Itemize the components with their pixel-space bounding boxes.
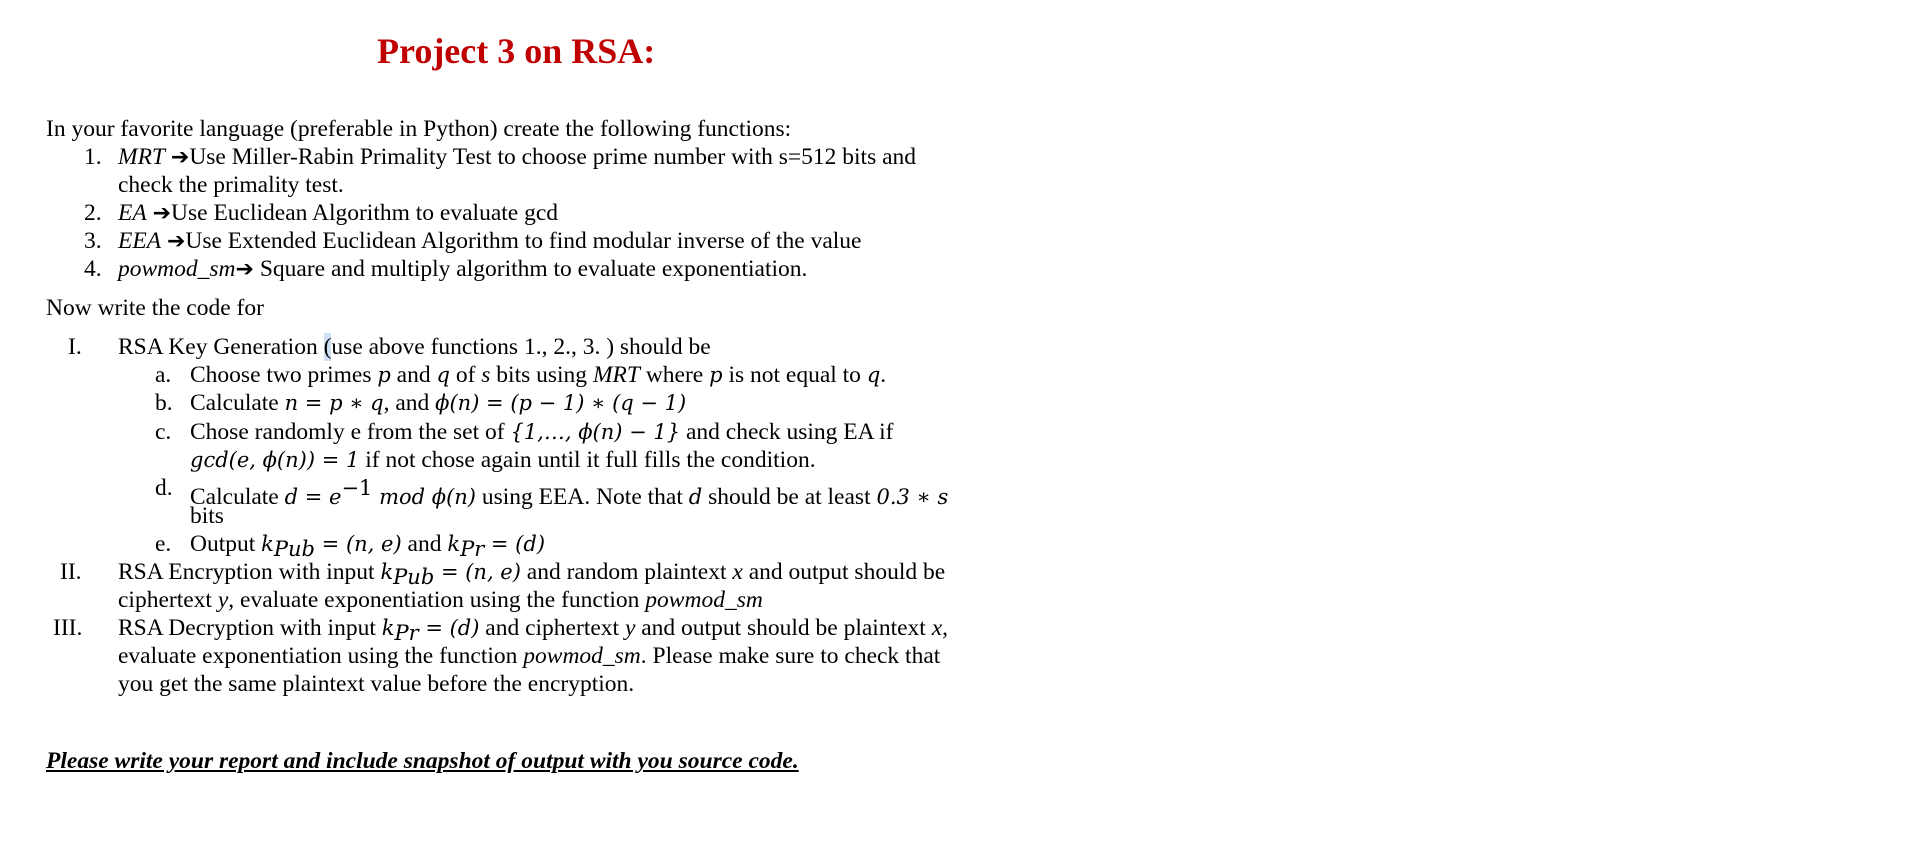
function-name: powmod_sm [645,587,763,613]
function-name: MRT [118,144,165,170]
math-expression: = (n, e) [434,560,521,584]
function-item-eea [118,227,862,256]
math-subscript: Pr [460,537,485,561]
text: and output should be [742,559,946,585]
function-name: EA [118,200,147,226]
text: RSA Encryption with input [118,559,381,585]
sub-item-c-continued [190,446,816,474]
text: should be at least [702,484,877,510]
sub-item-c [190,418,894,446]
arrow-icon: ➔ [152,201,172,226]
sub-item-d-continued: bits [190,503,224,529]
list-number: 1. [84,144,102,170]
function-item-mrt [118,143,916,172]
math-expression: mod ϕ(n) [372,485,476,509]
math-symbol: y [624,615,636,641]
math-expression: 0.3 ∗ s [876,485,949,509]
sub-item-d [190,474,948,511]
sub-item-letter: e. [155,531,172,557]
list-number: 4. [84,256,102,282]
text: Calculate [190,390,285,416]
math-symbol: k [381,616,395,640]
math-symbol: x [931,615,943,641]
text: bits using [490,362,593,388]
text: using EEA. Note that [475,484,689,510]
math-symbol: s [481,362,491,388]
function-name: MRT [592,362,640,388]
sub-item-letter: a. [155,362,172,388]
section-number: I. [68,334,82,360]
text: , evaluate exponentiation using the function [228,587,646,613]
math-symbol: k [380,560,394,584]
math-expression: {1,…, ϕ(n) − 1} [510,420,681,444]
text: Calculate [190,484,285,510]
function-item-powmod [118,255,807,284]
math-symbol: k [261,532,274,556]
text-cursor-selection: ( [323,334,332,360]
text: if not chose again until it full fills the condition. [359,447,816,473]
section-encryption-continued [118,586,763,614]
text: Chose randomly e from the set of [190,419,511,445]
math-subscript: Pub [393,565,435,589]
list-number: 3. [84,228,102,254]
text: evaluate exponentiation using the function [118,643,524,669]
text: , and [383,390,436,416]
arrow-icon: ➔ [170,145,190,170]
math-symbol: q [866,363,881,387]
intro-text: In your favorite language (preferable in Python) create the following functions: [46,116,792,142]
section-number: II. [60,559,82,585]
function-name: powmod_sm [523,643,641,669]
text: . [880,362,887,388]
math-expression: = (d) [418,616,480,640]
arrow-icon: ➔ [235,257,254,282]
math-symbol: k [447,532,461,556]
sub-item-letter: b. [155,390,173,416]
math-symbol: p [377,363,391,387]
sub-item-letter: c. [155,419,172,445]
section-decryption-continued: you get the same plaintext value before the encryption. [118,671,635,697]
text: where [639,362,710,388]
sub-item-b [190,389,686,417]
text: and [390,362,437,388]
function-name: EEA [118,228,162,254]
text: Choose two primes [190,362,378,388]
section-key-generation [118,333,711,361]
section-text: RSA Key Generation [118,334,324,360]
math-expression: n = p ∗ q [284,391,384,415]
text: , [942,615,949,641]
function-description: Use Extended Euclidean Algorithm to find modular inverse of the value [185,228,862,254]
text: Output [190,531,262,557]
text: RSA Decryption with input [118,615,382,641]
math-subscript: Pr [394,621,419,645]
math-symbol: x [732,559,743,585]
now-write-text: Now write the code for [46,295,264,321]
function-item-ea [118,199,558,228]
text: and random plaintext [520,559,733,585]
text: is not equal to [722,362,867,388]
section-text: use above functions 1., 2., 3. ) should be [331,334,711,360]
text: and check using EA if [680,419,894,445]
math-expression: = (n, e) [315,532,402,556]
function-description: Use Euclidean Algorithm to evaluate gcd [171,200,559,226]
math-symbol: p [709,363,723,387]
section-number: III. [53,615,83,641]
footer-instruction: Please write your report and include snapshot of output with you source code. [46,748,799,774]
text: ciphertext [118,587,218,613]
list-number: 2. [84,200,102,226]
text: and ciphertext [479,615,625,641]
math-superscript: −1 [341,476,373,500]
math-symbol: y [217,587,229,613]
section-decryption-continued [118,642,940,670]
math-subscript: Pub [273,537,315,561]
text: and output should be plaintext [635,615,932,641]
text: and [401,531,448,557]
function-name: powmod_sm [118,256,236,282]
text: of [449,362,482,388]
math-expression: = (d) [484,532,546,556]
function-description: Use Miller-Rabin Primality Test to choose prime number with s=512 bits and [189,144,917,170]
arrow-icon: ➔ [166,229,186,254]
math-expression: ϕ(n) = (p − 1) ∗ (q − 1) [435,391,687,415]
text: . Please make sure to check that [640,643,941,669]
sub-item-a [190,361,886,389]
function-description: Square and multiply algorithm to evaluate exponentiation. [253,256,808,282]
sub-item-letter: d. [155,475,173,501]
math-symbol: d [688,485,703,509]
math-expression: gcd(e, ϕ(n)) = 1 [190,448,360,472]
math-expression: d = e [284,485,342,509]
page-title: Project 3 on RSA: [377,31,656,71]
function-description-continued: check the primality test. [118,172,344,198]
math-symbol: q [436,363,450,387]
